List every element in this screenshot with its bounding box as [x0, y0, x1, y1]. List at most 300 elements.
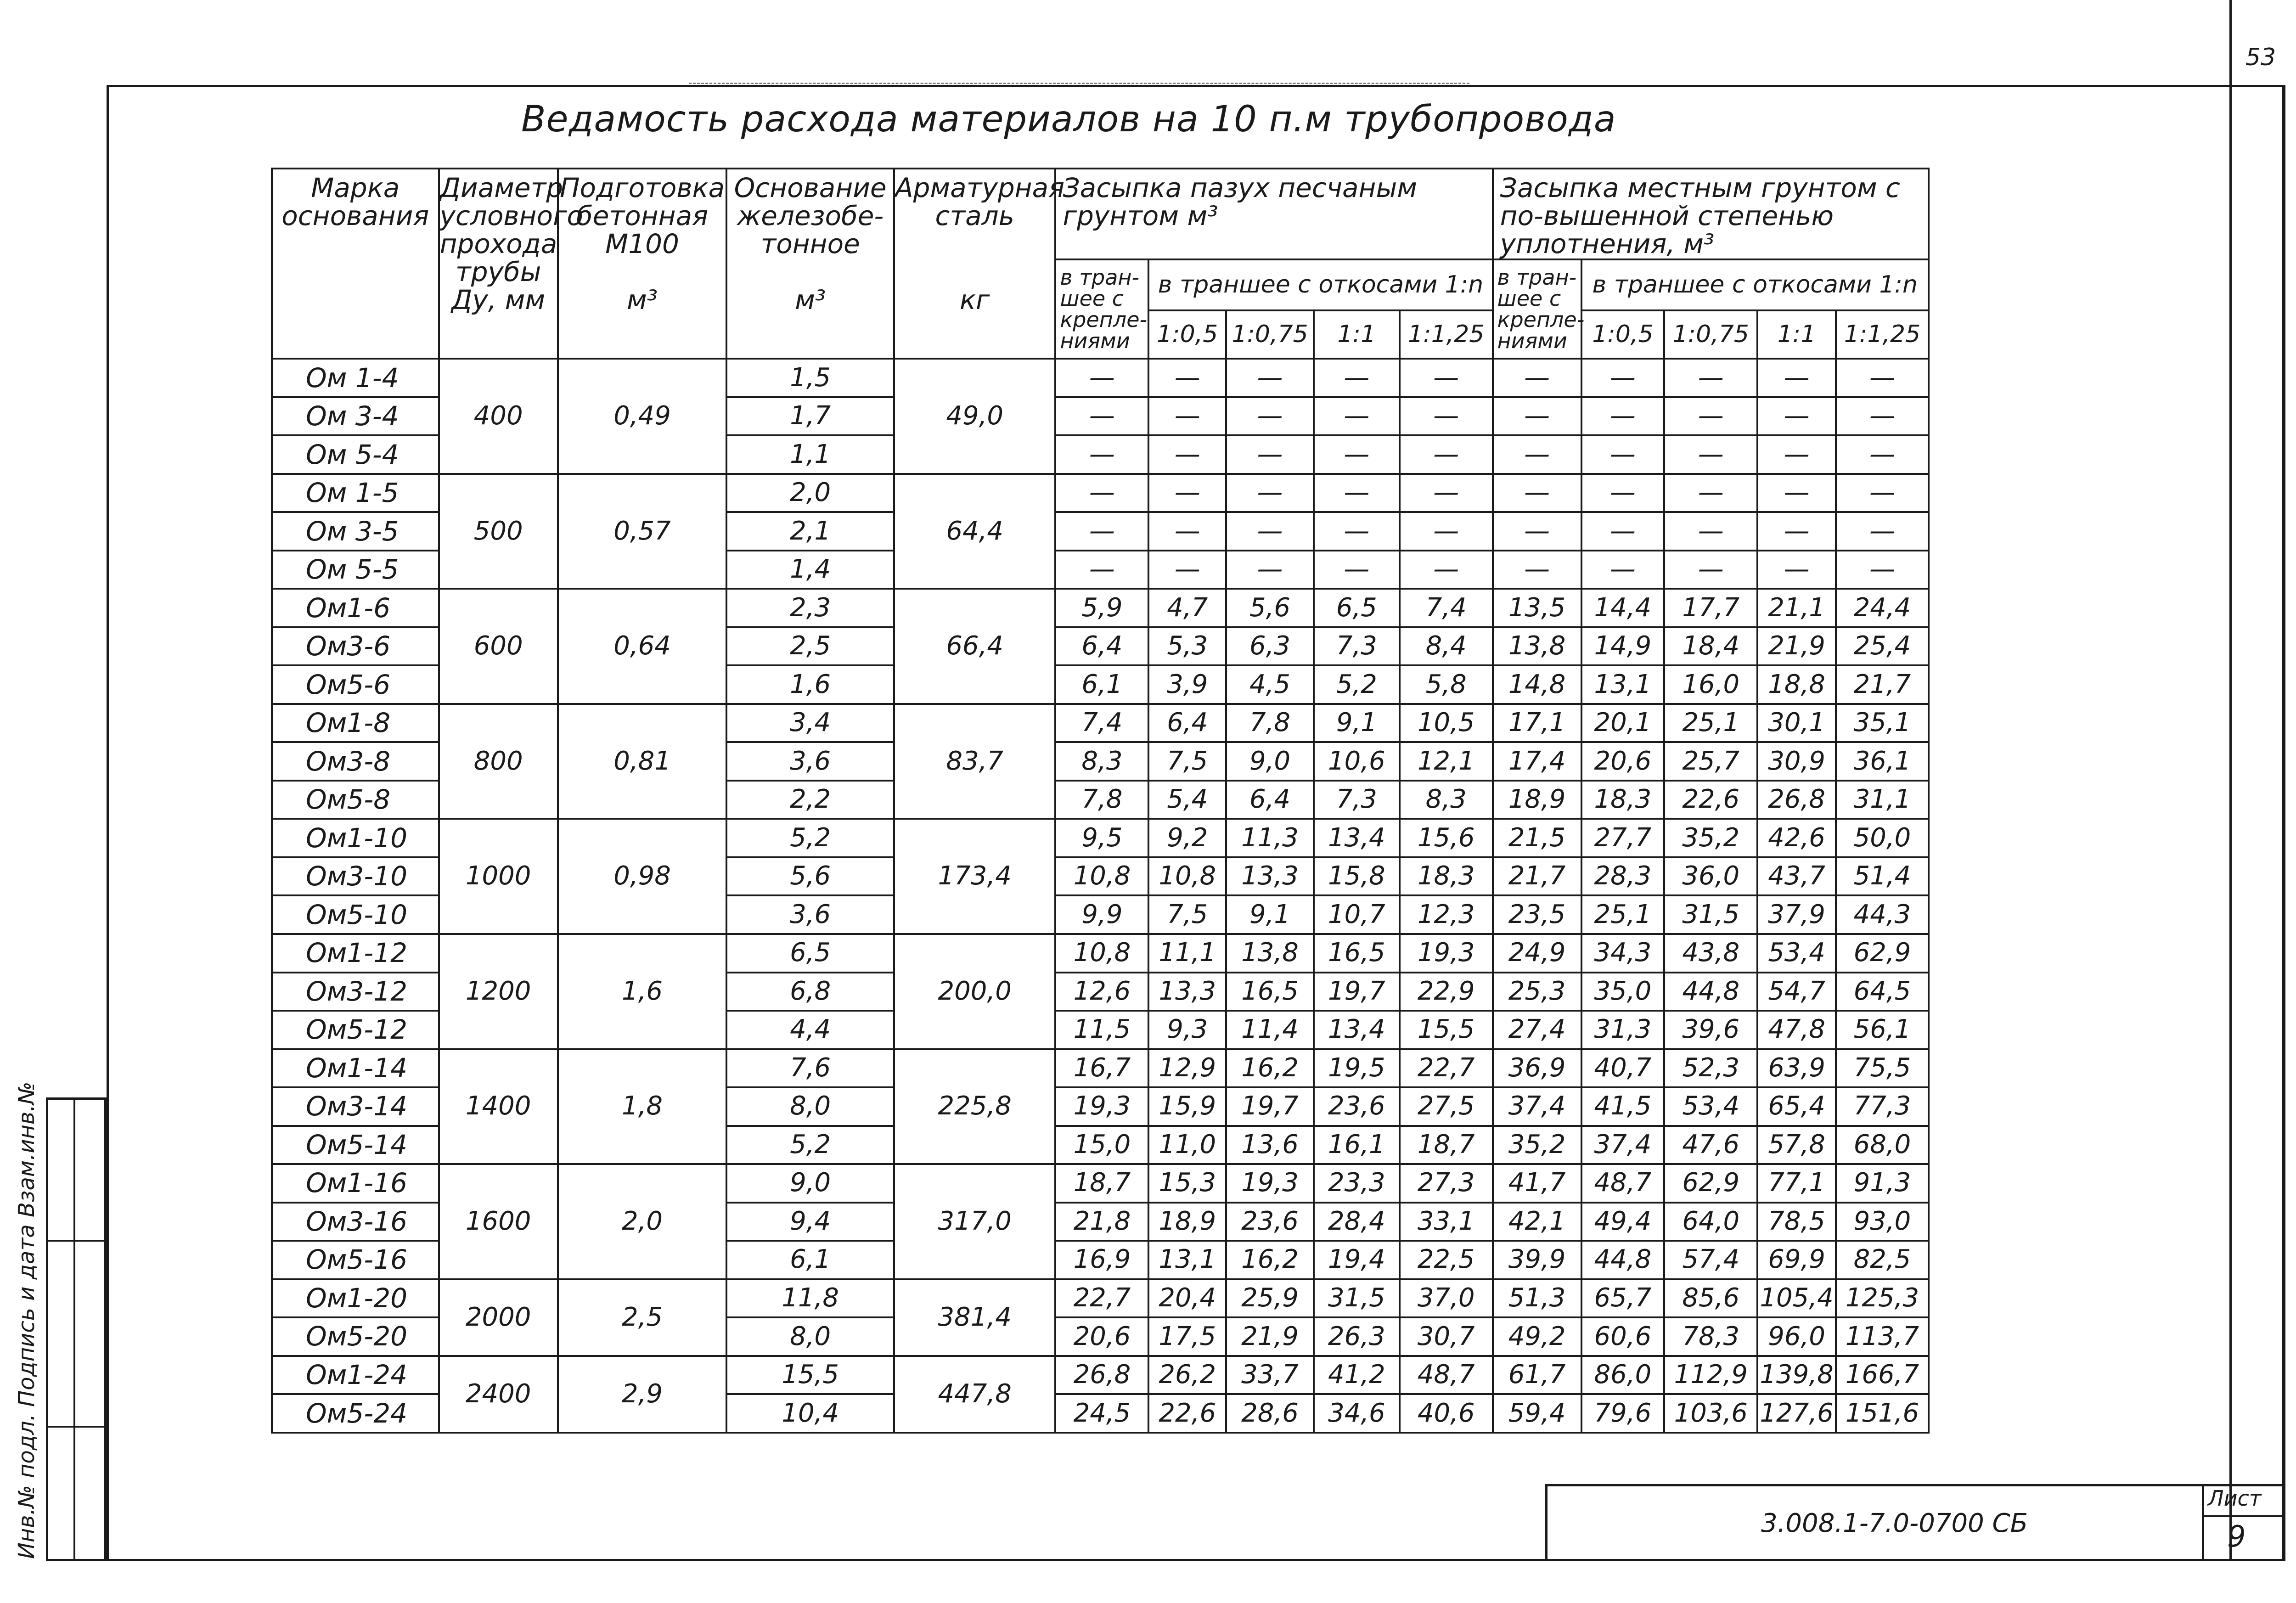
- cell-value: 20,6: [1055, 1317, 1148, 1356]
- cell-value: 13,6: [1226, 1126, 1314, 1164]
- cell-value: 51,4: [1836, 857, 1929, 896]
- cell-value: —: [1581, 359, 1665, 397]
- cell-value: 25,7: [1664, 742, 1757, 781]
- cell-value: 18,3: [1400, 857, 1493, 896]
- cell-diameter: 1000: [439, 819, 558, 934]
- cell-mark: Ом5-24: [272, 1394, 439, 1433]
- cell-value: 23,3: [1314, 1164, 1400, 1203]
- cell-value: 6,4: [1055, 627, 1148, 666]
- cell-value: 27,5: [1400, 1087, 1493, 1126]
- cell-base: 5,2: [726, 819, 894, 857]
- cell-base: 2,2: [726, 781, 894, 819]
- cell-value: 6,4: [1148, 704, 1226, 742]
- cell-value: 5,2: [1314, 665, 1400, 704]
- cell-value: 16,5: [1314, 934, 1400, 973]
- cell-value: 8,3: [1055, 742, 1148, 781]
- cell-value: 86,0: [1581, 1356, 1665, 1395]
- cell-value: 49,4: [1581, 1203, 1665, 1241]
- cell-value: 15,5: [1400, 1011, 1493, 1049]
- cell-value: —: [1664, 435, 1757, 474]
- cell-base: 2,0: [726, 474, 894, 512]
- header-mark: Марка основания: [272, 169, 439, 359]
- cell-mark: Ом 5-4: [272, 435, 439, 474]
- cell-value: 41,5: [1581, 1087, 1665, 1126]
- cell-mark: Ом5-14: [272, 1126, 439, 1164]
- cell-mark: Ом1-10: [272, 819, 439, 857]
- cell-value: 57,8: [1757, 1126, 1836, 1164]
- cell-value: 31,3: [1581, 1011, 1665, 1049]
- cell-value: 62,9: [1836, 934, 1929, 973]
- cell-value: 7,4: [1055, 704, 1148, 742]
- cell-value: 11,0: [1148, 1126, 1226, 1164]
- header-diameter-unit: Ду, мм: [451, 284, 546, 315]
- cell-value: —: [1836, 359, 1929, 397]
- cell-prep: 2,5: [558, 1279, 727, 1356]
- header-steel: [894, 169, 1065, 359]
- cell-value: 139,8: [1757, 1356, 1836, 1395]
- cell-value: —: [1314, 435, 1400, 474]
- cell-value: —: [1226, 397, 1314, 436]
- cell-value: 23,6: [1314, 1087, 1400, 1126]
- cell-mark: Ом3-6: [272, 627, 439, 666]
- cell-value: —: [1581, 474, 1665, 512]
- cell-value: 6,5: [1314, 589, 1400, 627]
- cell-value: 26,8: [1757, 781, 1836, 819]
- cell-value: 23,6: [1226, 1203, 1314, 1241]
- document-title: Ведамость расхода материалов на 10 п.м трубопровода: [521, 99, 1616, 140]
- cell-value: —: [1581, 397, 1665, 436]
- cell-value: 47,6: [1664, 1126, 1757, 1164]
- cell-value: 78,5: [1757, 1203, 1836, 1241]
- slope-local-1: 1:0,5: [1581, 310, 1665, 359]
- header-local-with-fix: в тран-шее с крепле-ниями: [1493, 259, 1581, 359]
- cell-value: 16,2: [1226, 1049, 1314, 1088]
- cell-value: —: [1148, 551, 1226, 589]
- cell-value: —: [1664, 397, 1757, 436]
- cell-value: 18,9: [1493, 781, 1581, 819]
- header-sand-with-fix: в тран-шее с крепле-ниями: [1055, 259, 1148, 359]
- cell-base: 2,1: [726, 512, 894, 551]
- cell-mark: Ом3-12: [272, 973, 439, 1011]
- cell-value: 79,6: [1581, 1394, 1665, 1433]
- cell-value: 22,9: [1400, 973, 1493, 1011]
- cell-value: 39,9: [1493, 1241, 1581, 1279]
- cell-mark: Ом 1-4: [272, 359, 439, 397]
- cell-value: —: [1055, 359, 1148, 397]
- cell-mark: Ом1-24: [272, 1356, 439, 1395]
- cell-mark: Ом3-16: [272, 1203, 439, 1241]
- cell-value: 12,9: [1148, 1049, 1226, 1088]
- cell-diameter: 500: [439, 474, 558, 589]
- cell-value: —: [1836, 474, 1929, 512]
- cell-value: 20,4: [1148, 1279, 1226, 1318]
- cell-mark: Ом1-6: [272, 589, 439, 627]
- cell-value: 5,3: [1148, 627, 1226, 666]
- cell-value: 7,3: [1314, 781, 1400, 819]
- slope-local-4: 1:1,25: [1836, 310, 1929, 359]
- cell-value: —: [1757, 512, 1836, 551]
- cell-value: 20,1: [1581, 704, 1665, 742]
- cell-value: —: [1757, 397, 1836, 436]
- cell-value: 9,5: [1055, 819, 1148, 857]
- cell-value: 7,3: [1314, 627, 1400, 666]
- cell-value: 10,5: [1400, 704, 1493, 742]
- cell-base: 3,6: [726, 895, 894, 934]
- cell-value: 10,6: [1314, 742, 1400, 781]
- cell-value: 41,7: [1493, 1164, 1581, 1203]
- cell-value: 47,8: [1757, 1011, 1836, 1049]
- header-local-group: Засыпка местным грунтом с по-вышенной степенью уплотнения, м³: [1493, 169, 1929, 259]
- cell-value: 35,1: [1836, 704, 1929, 742]
- cell-value: —: [1493, 512, 1581, 551]
- cell-value: 26,8: [1055, 1356, 1148, 1395]
- table-row: [272, 1279, 1929, 1318]
- table-row: [272, 1049, 1929, 1088]
- table-row: [272, 704, 1929, 742]
- cell-steel: 66,4: [894, 589, 1056, 704]
- cell-value: 16,7: [1055, 1049, 1148, 1088]
- cell-value: —: [1581, 551, 1665, 589]
- cell-value: 15,6: [1400, 819, 1493, 857]
- cell-base: 9,4: [726, 1203, 894, 1241]
- cell-base: 8,0: [726, 1087, 894, 1126]
- cell-base: 5,6: [726, 857, 894, 896]
- cell-value: 8,3: [1400, 781, 1493, 819]
- cell-steel: 173,4: [894, 819, 1056, 934]
- cell-steel: 447,8: [894, 1356, 1056, 1433]
- cell-value: —: [1493, 474, 1581, 512]
- cell-value: 42,1: [1493, 1203, 1581, 1241]
- cell-value: 61,7: [1493, 1356, 1581, 1395]
- cell-value: 18,4: [1664, 627, 1757, 666]
- cell-value: 11,5: [1055, 1011, 1148, 1049]
- cell-prep: 0,64: [558, 589, 727, 704]
- cell-value: 64,5: [1836, 973, 1929, 1011]
- cell-value: 19,3: [1226, 1164, 1314, 1203]
- cell-value: —: [1664, 359, 1757, 397]
- cell-mark: Ом3-8: [272, 742, 439, 781]
- cell-mark: Ом1-8: [272, 704, 439, 742]
- cell-value: 9,1: [1314, 704, 1400, 742]
- cell-value: 53,4: [1757, 934, 1836, 973]
- cell-value: —: [1581, 512, 1665, 551]
- cell-value: 23,5: [1493, 895, 1581, 934]
- cell-base: 2,3: [726, 589, 894, 627]
- cell-value: 21,9: [1226, 1317, 1314, 1356]
- cell-value: 9,1: [1226, 895, 1314, 934]
- cell-value: —: [1400, 359, 1493, 397]
- cell-mark: Ом5-10: [272, 895, 439, 934]
- cell-value: 15,9: [1148, 1087, 1226, 1126]
- cell-value: 112,9: [1664, 1356, 1757, 1395]
- cell-value: 4,5: [1226, 665, 1314, 704]
- cell-value: 25,1: [1664, 704, 1757, 742]
- header-base: [726, 169, 894, 359]
- cell-value: —: [1314, 551, 1400, 589]
- slope-local-3: 1:1: [1757, 310, 1836, 359]
- cell-base: 1,6: [726, 665, 894, 704]
- cell-value: 13,1: [1148, 1241, 1226, 1279]
- cell-value: 6,3: [1226, 627, 1314, 666]
- cell-value: 64,0: [1664, 1203, 1757, 1241]
- cell-value: 14,9: [1581, 627, 1665, 666]
- cell-value: 78,3: [1664, 1317, 1757, 1356]
- cell-value: —: [1400, 551, 1493, 589]
- cell-diameter: 1200: [439, 934, 558, 1049]
- cell-value: 22,7: [1400, 1049, 1493, 1088]
- cell-value: —: [1314, 512, 1400, 551]
- cell-value: 28,6: [1226, 1394, 1314, 1433]
- table-row: [272, 474, 1929, 512]
- cell-value: —: [1493, 551, 1581, 589]
- cell-value: 62,9: [1664, 1164, 1757, 1203]
- cell-value: —: [1055, 512, 1148, 551]
- side-stamp-strip: [46, 1097, 107, 1561]
- table-row: [272, 589, 1929, 627]
- cell-value: 5,8: [1400, 665, 1493, 704]
- cell-value: —: [1314, 474, 1400, 512]
- cell-value: —: [1314, 397, 1400, 436]
- cell-value: 19,3: [1055, 1087, 1148, 1126]
- page-number: 53: [2245, 44, 2276, 71]
- cell-value: —: [1664, 474, 1757, 512]
- cell-value: 17,4: [1493, 742, 1581, 781]
- cell-prep: 2,9: [558, 1356, 727, 1433]
- cell-base: 8,0: [726, 1317, 894, 1356]
- cell-value: 33,1: [1400, 1203, 1493, 1241]
- cell-prep: 0,57: [558, 474, 727, 589]
- cell-value: 113,7: [1836, 1317, 1929, 1356]
- cell-value: 31,1: [1836, 781, 1929, 819]
- cell-value: 21,7: [1493, 857, 1581, 896]
- cell-base: 7,6: [726, 1049, 894, 1088]
- cell-value: 9,9: [1055, 895, 1148, 934]
- cell-value: 18,7: [1055, 1164, 1148, 1203]
- cell-value: 27,4: [1493, 1011, 1581, 1049]
- table-row: [272, 819, 1929, 857]
- cell-value: 28,3: [1581, 857, 1665, 896]
- slope-sand-2: 1:0,75: [1226, 310, 1314, 359]
- header-prep-label: Подготовка бетонная М100: [559, 172, 725, 259]
- cell-value: 12,3: [1400, 895, 1493, 934]
- cell-value: 40,7: [1581, 1049, 1665, 1088]
- cell-value: —: [1148, 435, 1226, 474]
- cell-value: 48,7: [1581, 1164, 1665, 1203]
- sheet-divider: [2202, 1515, 2285, 1517]
- cell-value: 13,8: [1226, 934, 1314, 973]
- cell-value: 77,1: [1757, 1164, 1836, 1203]
- cell-value: 16,1: [1314, 1126, 1400, 1164]
- cell-value: 7,8: [1055, 781, 1148, 819]
- cell-value: 36,0: [1664, 857, 1757, 896]
- cell-value: 15,0: [1055, 1126, 1148, 1164]
- cell-value: 10,7: [1314, 895, 1400, 934]
- cell-value: —: [1836, 397, 1929, 436]
- cell-value: 13,3: [1148, 973, 1226, 1011]
- cell-value: —: [1493, 359, 1581, 397]
- cell-value: 35,0: [1581, 973, 1665, 1011]
- cell-value: 60,6: [1581, 1317, 1665, 1356]
- cell-value: —: [1664, 551, 1757, 589]
- cell-prep: 2,0: [558, 1164, 727, 1279]
- cell-mark: Ом3-10: [272, 857, 439, 896]
- sheet-label: Лист: [2208, 1486, 2262, 1511]
- cell-value: 22,7: [1055, 1279, 1148, 1318]
- cell-value: 82,5: [1836, 1241, 1929, 1279]
- cell-value: 127,6: [1757, 1394, 1836, 1433]
- cell-value: 13,3: [1226, 857, 1314, 896]
- cell-value: 19,4: [1314, 1241, 1400, 1279]
- cell-value: 65,7: [1581, 1279, 1665, 1318]
- header-sand-slopes: в траншее с откосами 1:n: [1148, 259, 1492, 310]
- table-body: [272, 359, 1929, 1433]
- cell-mark: Ом3-14: [272, 1087, 439, 1126]
- cell-value: —: [1055, 397, 1148, 436]
- table-row: [272, 934, 1929, 973]
- cell-value: 68,0: [1836, 1126, 1929, 1164]
- table-row: [272, 1356, 1929, 1395]
- cell-value: 5,9: [1055, 589, 1148, 627]
- slope-local-2: 1:0,75: [1664, 310, 1757, 359]
- cell-value: 42,6: [1757, 819, 1836, 857]
- cell-value: 49,2: [1493, 1317, 1581, 1356]
- cell-mark: Ом5-6: [272, 665, 439, 704]
- cell-base: 2,5: [726, 627, 894, 666]
- cell-base: 1,4: [726, 551, 894, 589]
- header-prep-unit: м³: [627, 284, 658, 315]
- cell-value: 36,9: [1493, 1049, 1581, 1088]
- cell-value: 7,5: [1148, 895, 1226, 934]
- cell-value: 16,5: [1226, 973, 1314, 1011]
- cell-value: 22,6: [1148, 1394, 1226, 1433]
- side-strip-text: Инв.№ подл. Подпись и дата Взам.инв.№: [14, 1081, 39, 1559]
- cell-value: 3,9: [1148, 665, 1226, 704]
- cell-value: 19,7: [1314, 973, 1400, 1011]
- cell-value: 7,8: [1226, 704, 1314, 742]
- cell-base: 6,8: [726, 973, 894, 1011]
- cell-value: —: [1400, 397, 1493, 436]
- slope-sand-3: 1:1: [1314, 310, 1400, 359]
- cell-value: 103,6: [1664, 1394, 1757, 1433]
- cell-base: 3,4: [726, 704, 894, 742]
- cell-value: 10,8: [1148, 857, 1226, 896]
- cell-value: 35,2: [1493, 1126, 1581, 1164]
- cell-base: 6,1: [726, 1241, 894, 1279]
- cell-value: 27,7: [1581, 819, 1665, 857]
- header-diameter: [439, 169, 583, 359]
- cell-value: 91,3: [1836, 1164, 1929, 1203]
- cell-value: 56,1: [1836, 1011, 1929, 1049]
- cell-value: 9,2: [1148, 819, 1226, 857]
- cell-value: 30,1: [1757, 704, 1836, 742]
- cell-value: 8,4: [1400, 627, 1493, 666]
- cell-value: —: [1148, 359, 1226, 397]
- materials-table: [271, 168, 1930, 1434]
- cell-value: —: [1836, 551, 1929, 589]
- cell-value: —: [1400, 474, 1493, 512]
- cell-steel: 225,8: [894, 1049, 1056, 1164]
- cell-base: 5,2: [726, 1126, 894, 1164]
- cell-steel: 49,0: [894, 359, 1056, 474]
- cell-mark: Ом1-12: [272, 934, 439, 973]
- cell-base: 1,1: [726, 435, 894, 474]
- cell-value: 33,7: [1226, 1356, 1314, 1395]
- cell-mark: Ом 3-4: [272, 397, 439, 436]
- cell-value: —: [1314, 359, 1400, 397]
- cell-value: 44,3: [1836, 895, 1929, 934]
- cell-value: 37,4: [1493, 1087, 1581, 1126]
- cell-diameter: 800: [439, 704, 558, 819]
- cell-value: 63,9: [1757, 1049, 1836, 1088]
- cell-value: 12,1: [1400, 742, 1493, 781]
- cell-value: 10,8: [1055, 934, 1148, 973]
- cell-value: 31,5: [1314, 1279, 1400, 1318]
- cell-value: 13,5: [1493, 589, 1581, 627]
- cell-value: 17,1: [1493, 704, 1581, 742]
- cell-mark: Ом1-16: [272, 1164, 439, 1203]
- cell-value: 30,9: [1757, 742, 1836, 781]
- table-row: [272, 1164, 1929, 1203]
- cell-base: 6,5: [726, 934, 894, 973]
- cell-value: 21,1: [1757, 589, 1836, 627]
- cell-value: 19,3: [1400, 934, 1493, 973]
- cell-value: —: [1757, 551, 1836, 589]
- cell-prep: 1,6: [558, 934, 727, 1049]
- cell-value: —: [1055, 435, 1148, 474]
- cell-value: 6,1: [1055, 665, 1148, 704]
- header-base-label: Основание железобе-тонное: [734, 172, 887, 259]
- cell-prep: 0,81: [558, 704, 727, 819]
- cell-value: —: [1148, 397, 1226, 436]
- cell-value: 93,0: [1836, 1203, 1929, 1241]
- cell-value: 25,9: [1226, 1279, 1314, 1318]
- slope-sand-1: 1:0,5: [1148, 310, 1226, 359]
- cell-value: 25,3: [1493, 973, 1581, 1011]
- cell-base: 15,5: [726, 1356, 894, 1395]
- cell-value: 18,3: [1581, 781, 1665, 819]
- cell-value: 85,6: [1664, 1279, 1757, 1318]
- cell-value: 18,9: [1148, 1203, 1226, 1241]
- cell-value: 37,0: [1400, 1279, 1493, 1318]
- cell-value: 17,5: [1148, 1317, 1226, 1356]
- cell-value: 25,1: [1581, 895, 1665, 934]
- cell-value: —: [1055, 551, 1148, 589]
- cell-value: 21,5: [1493, 819, 1581, 857]
- cell-value: 5,4: [1148, 781, 1226, 819]
- cell-value: —: [1148, 474, 1226, 512]
- cell-value: 28,4: [1314, 1203, 1400, 1241]
- cell-value: 13,4: [1314, 819, 1400, 857]
- cell-value: 22,5: [1400, 1241, 1493, 1279]
- cell-value: 9,0: [1226, 742, 1314, 781]
- cell-value: 59,4: [1493, 1394, 1581, 1433]
- cell-value: 21,7: [1836, 665, 1929, 704]
- cell-value: 7,4: [1400, 589, 1493, 627]
- header-steel-label: Арматурная сталь: [895, 172, 1065, 231]
- cell-value: 36,1: [1836, 742, 1929, 781]
- cell-value: 24,5: [1055, 1394, 1148, 1433]
- cell-value: 10,8: [1055, 857, 1148, 896]
- cell-value: —: [1226, 512, 1314, 551]
- cell-value: 31,5: [1664, 895, 1757, 934]
- cell-value: 77,3: [1836, 1087, 1929, 1126]
- cell-value: 15,3: [1148, 1164, 1226, 1203]
- cell-value: 34,3: [1581, 934, 1665, 973]
- cell-prep: 0,98: [558, 819, 727, 934]
- cell-value: 43,8: [1664, 934, 1757, 973]
- cell-value: 69,9: [1757, 1241, 1836, 1279]
- cell-value: —: [1400, 512, 1493, 551]
